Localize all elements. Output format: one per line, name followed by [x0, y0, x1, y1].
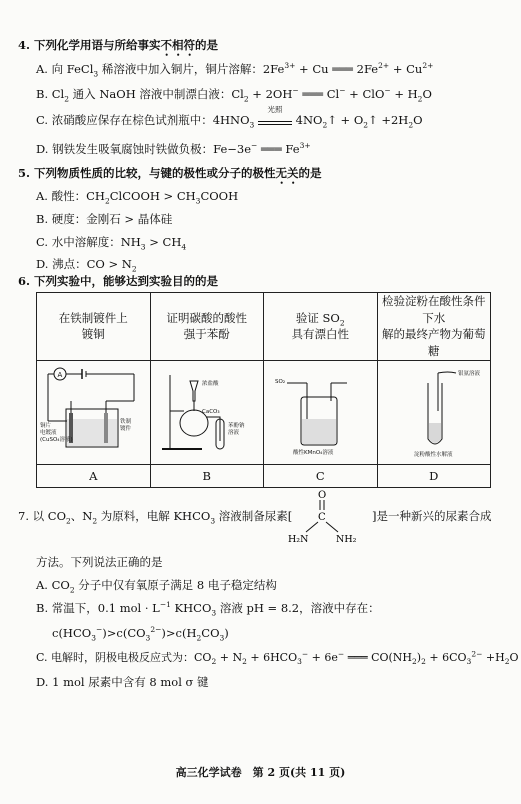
- q7-stem-line2: 方法。下列说法正确的是: [36, 555, 163, 569]
- q7-option-c: C. 电解时，阴极电极反应式为：$CO_2 + N_2 + 6HCO_3^- + 6e^-$ ═══ $CO(NH_2)_2 + 6CO_3^{2-} +H_2O$: [36, 649, 519, 667]
- q4-stem: 4. 下列化学用语与所给事实不相符的是: [18, 38, 219, 52]
- label-d: D: [377, 465, 491, 488]
- header-c: 验证 $SO_2$ 具有漂白性: [264, 293, 378, 361]
- svg-text:镀件: 镀件: [120, 425, 132, 432]
- svg-text:C: C: [318, 512, 326, 523]
- svg-text:铜片: 铜片: [40, 422, 52, 429]
- svg-text:O: O: [318, 490, 327, 501]
- q7-option-a: A. $CO_2$ 分子中仅有氧原子满足 8 电子稳定结构: [36, 578, 277, 595]
- svg-text:浓盐酸: 浓盐酸: [201, 380, 219, 387]
- label-b: B: [150, 465, 264, 488]
- svg-text:NH₂: NH₂: [336, 534, 357, 545]
- light-condition: 光照: [267, 105, 283, 114]
- q4-option-a: A. 向 FeCl$_3$ 稀溶液中加入铜片，铜片溶解：$2Fe^{3+} + Cu$ ═══ $2Fe^{2+} + Cu^{2+}$: [36, 61, 434, 79]
- electroplating-apparatus-image: [38, 361, 148, 461]
- svg-text:A: A: [57, 370, 63, 379]
- experiment-table: [36, 292, 491, 488]
- svg-text:铁制: 铁制: [120, 418, 132, 425]
- apparatus-c: [264, 360, 378, 464]
- q5-stem: 5. 下列物质性质的比较，与键的极性或分子的极性无关的是: [18, 166, 322, 180]
- q5-option-b: B. 硬度：金刚石 > 晶体硅: [36, 212, 173, 226]
- svg-text:酸性KMnO₄溶液: 酸性KMnO₄溶液: [293, 449, 334, 456]
- svg-text:苯酚钠: 苯酚钠: [227, 422, 245, 429]
- q4-option-b: B. $Cl_2$ 通入 NaOH 溶液中制漂白液：$Cl_2 + 2OH^-$ ═══ $Cl^- + ClO^- + H_2O$: [36, 86, 432, 104]
- q5-option-c: C. 水中溶解度：$NH_3 > CH_4$: [36, 235, 187, 252]
- q7-stem-line1: 7. 以 $CO_2$、$N_2$ 为原料，电解 $KHCO_3$ 溶液制备尿素[: [18, 509, 293, 526]
- q7-option-b: B. 常温下，0.1 mol · $L^{-1}$ $KHCO_3$ 溶液 pH = 8.2，溶液中存在：: [36, 600, 380, 618]
- header-a: 在铁制镀件上 镀铜: [37, 293, 151, 361]
- urea-structure-image: [282, 488, 366, 546]
- header-b: 证明碳酸的酸性 强于苯酚: [150, 293, 264, 361]
- svg-text:银氨溶液: 银氨溶液: [457, 370, 480, 377]
- svg-text:电镀液: 电镀液: [40, 429, 57, 436]
- q4-option-c: C. 浓硝酸应保存在棕色试剂瓶中：$4HNO_3$ 光照 $4NO_2↑$ + $O_2↑ +2H_2O$: [36, 105, 423, 130]
- svg-text:淀粉酸性水解液: 淀粉酸性水解液: [413, 451, 453, 458]
- gas-washing-bottle-image: [265, 361, 375, 461]
- test-tube-image: [378, 361, 508, 461]
- apparatus-d: [377, 360, 491, 464]
- header-d: 检验淀粉在酸性条件下水 解的最终产物为葡萄糖: [377, 293, 491, 361]
- q7-stem-line1-end: ]是一种新兴的尿素合成: [372, 509, 492, 523]
- q4-option-d: D. 钢铁发生吸氧腐蚀时铁做负极：Fe−3e− ═══ $Fe^{3+}$: [36, 141, 311, 156]
- q6-stem: 6. 下列实验中，能够达到实验目的的是: [18, 274, 219, 288]
- svg-text:SO₂: SO₂: [275, 378, 286, 385]
- apparatus-a: [37, 360, 151, 464]
- q7-option-d: D. 1 mol 尿素中含有 8 mol σ 键: [36, 675, 209, 689]
- page-footer: 高三化学试卷 第 2 页(共 11 页): [175, 766, 346, 779]
- svg-text:溶液: 溶液: [227, 429, 239, 436]
- q5-option-d: D. 沸点：CO > $N_2$: [36, 257, 137, 274]
- q7-option-b-relation: $c(HCO_3^-)>c(CO_3^{2-})>c(H_2CO_3)$: [52, 625, 229, 643]
- q5-option-a: A. 酸性：$CH_2ClCOOH$ > $CH_3COOH$: [36, 189, 239, 206]
- svg-text:(CuSO₄溶液): (CuSO₄溶液): [40, 436, 73, 443]
- acid-strength-apparatus-image: [152, 361, 262, 461]
- apparatus-b: [150, 360, 264, 464]
- label-a: A: [37, 465, 151, 488]
- svg-text:CaCO₃: CaCO₃: [201, 408, 220, 415]
- label-c: C: [264, 465, 378, 488]
- svg-text:H₂N: H₂N: [288, 534, 309, 545]
